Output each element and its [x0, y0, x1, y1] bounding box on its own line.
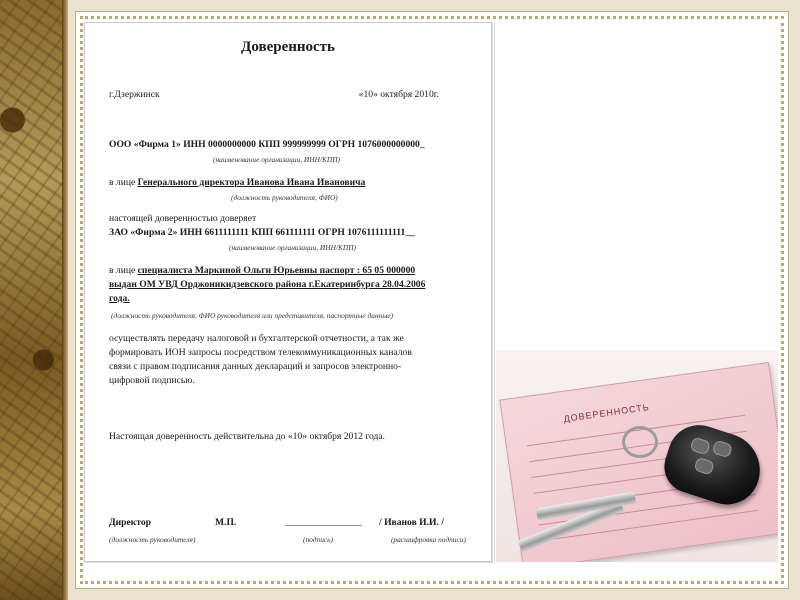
decorative-strip-edge [62, 0, 68, 600]
keys-on-document-photo [496, 350, 778, 562]
panel-divider [494, 22, 495, 562]
fob-button [693, 457, 714, 476]
document-city: г.Дзержинск [109, 89, 160, 100]
org1-caption: (наименование организации, ИНН/КПП) [213, 155, 341, 164]
power-of-attorney-document [84, 22, 492, 562]
key-ring [622, 426, 658, 458]
face-caption: (должность руководителя, ФИО) [231, 193, 338, 202]
org1-line: ООО «Фирма 1» ИНН 0000000000 КПП 999999999 ОГРН 1076000000000_ [109, 139, 425, 150]
sign-line: ________________ [285, 517, 362, 528]
purpose-line-4: цифровой подписью. [109, 375, 195, 386]
document-title: Доверенность [241, 39, 335, 55]
purpose-line-1: осуществлять передачу налоговой и бухгалтерской отчетности, а так же [109, 333, 404, 344]
rep-line-2: выдан ОМ УВД Орджоникидзевского района г.Екатеринбурга 28.04.2006 [109, 279, 426, 290]
face-prefix: в лице [109, 177, 136, 188]
face-name: Генерального директора Иванова Ивана Ивановича [137, 177, 366, 188]
rep-line-3: года. [109, 293, 130, 304]
city-date-row [109, 89, 477, 101]
trust-text: настоящей доверенностью доверяет [109, 213, 257, 224]
validity-text: Настоящая доверенность действительна до «10» октября 2012 года. [109, 431, 386, 442]
caption-decode: (расшифровка подписи) [391, 535, 466, 544]
representative-line-1 [109, 265, 477, 277]
card-title: ДОВЕРЕННОСТЬ [562, 401, 651, 424]
purpose-line-3: связи с правом подписания данных деклараций и запросов электронно- [109, 361, 402, 372]
decorative-parchment-strip [0, 0, 62, 600]
face-line [109, 177, 477, 189]
caption-role: (должность руководителя) [109, 535, 196, 544]
rep-caption: (должность руководителя, ФИО руководителя или представителя, паспортные данные) [111, 311, 394, 320]
document-date: «10» октября 2010г. [358, 89, 439, 100]
sign-name: / Иванов И.И. / [379, 517, 444, 528]
sign-role: Директор [109, 517, 151, 528]
caption-sign: (подпись) [303, 535, 333, 544]
fob-button [690, 437, 711, 456]
signature-row [109, 517, 477, 529]
fob-button [712, 440, 733, 459]
purpose-line-2: формировать ИОН запросы посредством телекоммуникационных каналов [109, 347, 412, 358]
rep-prefix: в лице [109, 265, 136, 276]
org2-line: ЗАО «Фирма 2» ИНН 6611111111 КПП 661111111 ОГРН 1076111111111__ [109, 227, 415, 238]
org2-caption: (наименование организации, ИНН/КПП) [229, 243, 357, 252]
sign-stamp: М.П. [215, 517, 237, 528]
rep-line-1: специалиста Маркиной Ольги Юрьевны паспорт : 65 05 000000 [137, 265, 416, 276]
